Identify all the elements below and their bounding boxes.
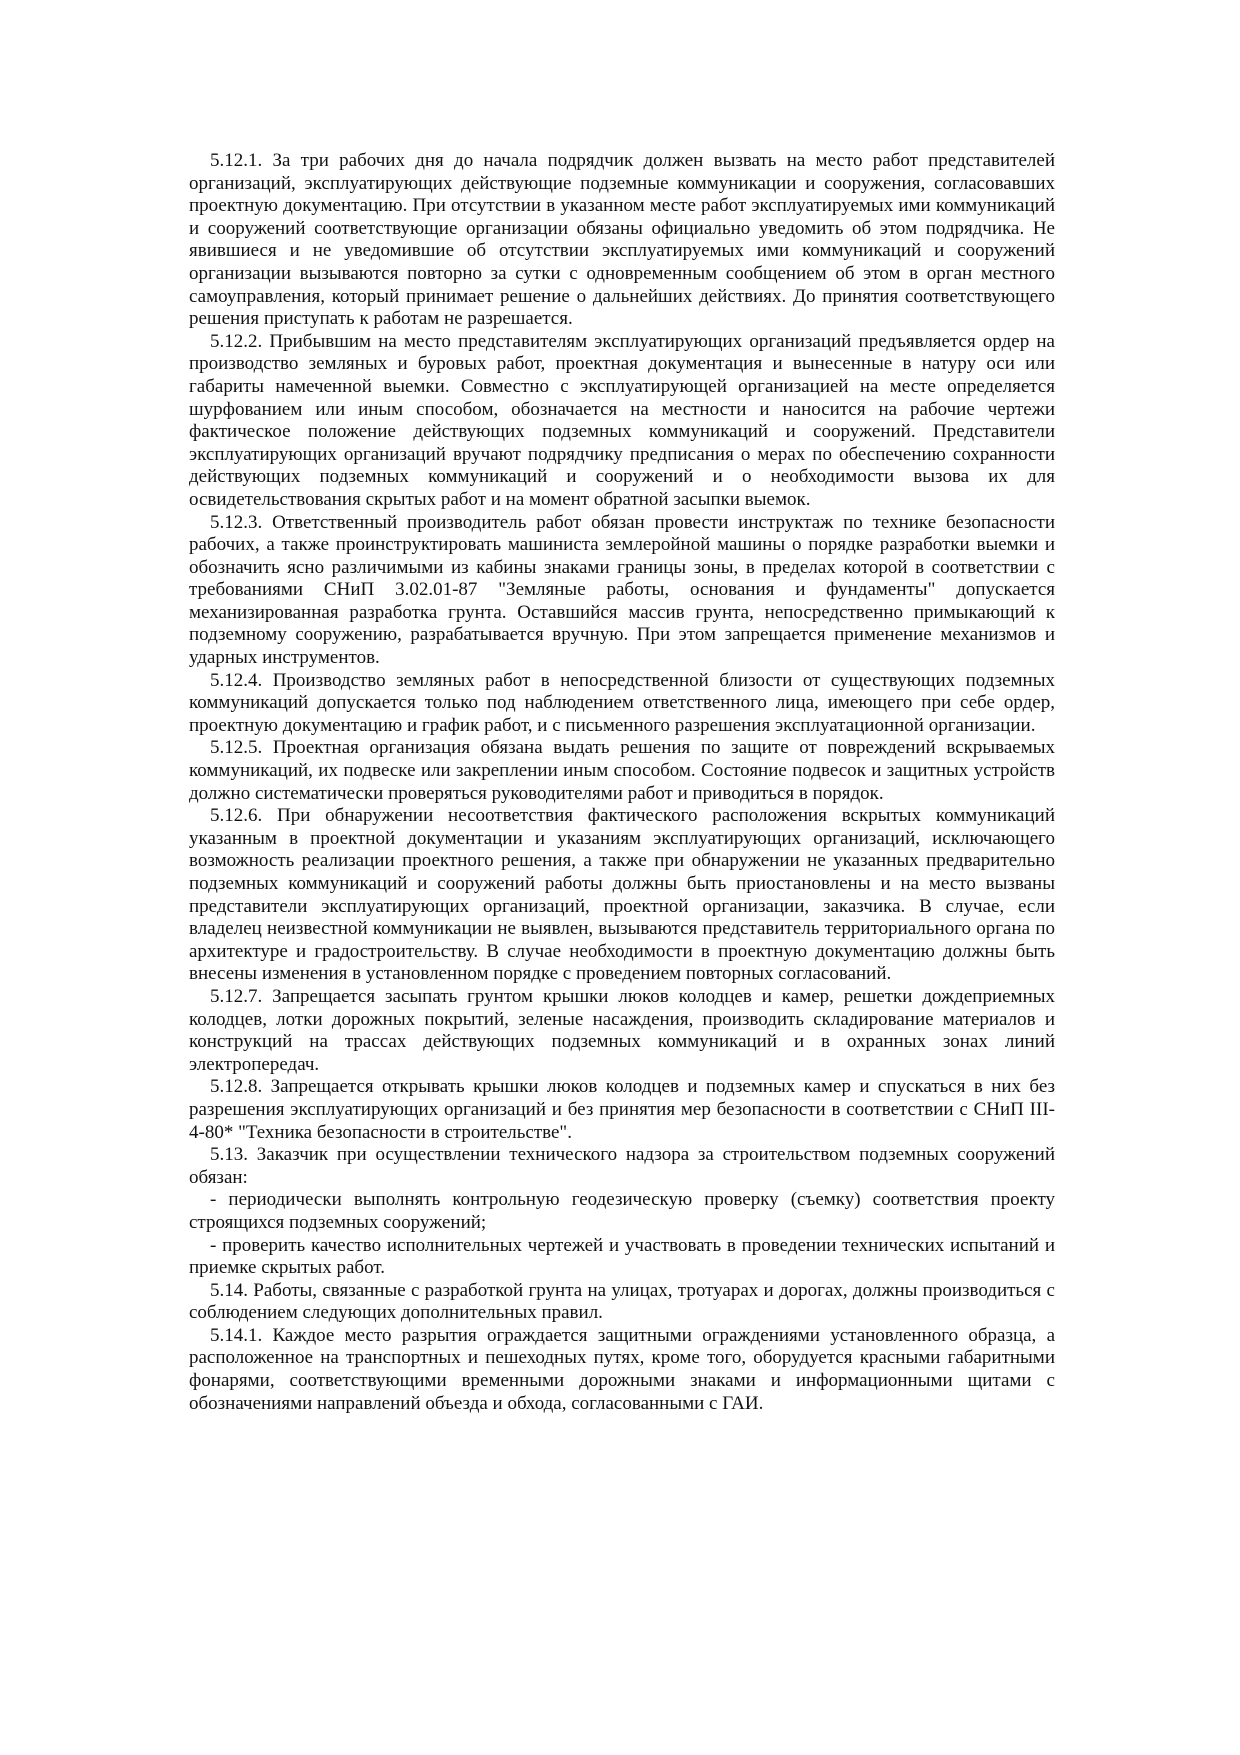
paragraph-5-12-8: 5.12.8. Запрещается открывать крышки люков колодцев и подземных камер и спускаться в них без разрешения эксплуатирующих организаций и без принятия мер безопасности в соответствии с СНиП III-4-80* "Техника безопасности в строительстве". (189, 1076, 1055, 1143)
paragraph-5-12-2: 5.12.2. Прибывшим на место представителям эксплуатирующих организаций предъявляется ордер на производство земляных и буровых работ, проектная документация и вынесенные в натуру оси или габариты намеченной выемки. Совместно с эксплуатирующей организацией на месте определяется шурфованием или иным способом, обозначается на местности и наносится на рабочие чертежи фактическое положение действующих подземных коммуникаций и сооружений. Представители эксплуатирующих организаций вручают подрядчику предписания о мерах по обеспечению сохранности действующих подземных коммуникаций и сооружений и о необходимости вызова их для освидетельствования скрытых работ и на момент обратной засыпки выемок. (189, 330, 1055, 510)
list-item-drawings-check: - проверить качество исполнительных чертежей и участвовать в проведении технических испытаний и приемке скрытых работ. (189, 1234, 1055, 1279)
paragraph-5-12-3: 5.12.3. Ответственный производитель работ обязан провести инструктаж по технике безопасности рабочих, а также проинструктировать машиниста землеройной машины о порядке разработки выемки и обозначить ясно различимыми из кабины знаками границы зоны, в пределах которой в соответствии с требованиями СНиП 3.02.01-87 "Земляные работы, основания и фундаменты" допускается механизированная разработка грунта. Оставшийся массив грунта, непосредственно примыкающий к подземному сооружению, разрабатывается вручную. При этом запрещается применение механизмов и ударных инструментов. (189, 511, 1055, 669)
paragraph-5-12-5: 5.12.5. Проектная организация обязана выдать решения по защите от повреждений вскрываемых коммуникаций, их подвеске или закреплении иным способом. Состояние подвесок и защитных устройств должно систематически проверяться руководителями работ и приводиться в порядок. (189, 737, 1055, 804)
paragraph-5-14: 5.14. Работы, связанные с разработкой грунта на улицах, тротуарах и дорогах, должны производиться с соблюдением следующих дополнительных правил. (189, 1279, 1055, 1324)
paragraph-5-12-4: 5.12.4. Производство земляных работ в непосредственной близости от существующих подземных коммуникаций допускается только под наблюдением ответственного лица, имеющего при себе ордер, проектную документацию и график работ, и с письменного разрешения эксплуатационной организации. (189, 669, 1055, 736)
paragraph-5-12-1: 5.12.1. За три рабочих дня до начала подрядчик должен вызвать на место работ представителей организаций, эксплуатирующих действующие подземные коммуникации и сооружения, согласовавших проектную документацию. При отсутствии в указанном месте работ эксплуатируемых ими коммуникаций и сооружений соответствующие организации обязаны официально уведомить об этом подрядчика. Не явившиеся и не уведомившие об отсутствии эксплуатируемых ими коммуникаций и сооружений организации вызываются повторно за сутки с одновременным сообщением об этом в орган местного самоуправления, который принимает решение о дальнейших действиях. До принятия соответствующего решения приступать к работам не разрешается. (189, 150, 1055, 330)
document-page (189, 150, 1055, 1415)
paragraph-5-12-6: 5.12.6. При обнаружении несоответствия фактического расположения вскрытых коммуникаций указанным в проектной документации и указаниям эксплуатирующих организаций, исключающего возможность реализации проектного решения, а также при обнаружении не указанных предварительно подземных коммуникаций и сооружений работы должны быть приостановлены и на место вызваны представители эксплуатирующих организаций, проектной организации, заказчика. В случае, если владелец неизвестной коммуникации не выявлен, вызываются представитель территориального органа по архитектуре и градостроительству. В случае необходимости в проектную документацию должны быть внесены изменения в установленном порядке с проведением повторных согласований. (189, 805, 1055, 985)
paragraph-5-13: 5.13. Заказчик при осуществлении технического надзора за строительством подземных сооружений обязан: (189, 1144, 1055, 1188)
list-item-geodetic-check: - периодически выполнять контрольную геодезическую проверку (съемку) соответствия проекту строящихся подземных сооружений; (189, 1189, 1055, 1233)
paragraph-5-14-1: 5.14.1. Каждое место разрытия ограждается защитными ограждениями установленного образца, а расположенное на транспортных и пешеходных путях, кроме того, оборудуется красными габаритными фонарями, соответствующими временными дорожными знаками и информационными щитами с обозначениями направлений объезда и обхода, согласованными с ГАИ. (189, 1324, 1055, 1414)
paragraph-5-12-7: 5.12.7. Запрещается засыпать грунтом крышки люков колодцев и камер, решетки дождеприемных колодцев, лотки дорожных покрытий, зеленые насаждения, производить складирование материалов и конструкций на трассах действующих подземных коммуникаций и в охранных зонах линий электропередач. (189, 985, 1055, 1075)
